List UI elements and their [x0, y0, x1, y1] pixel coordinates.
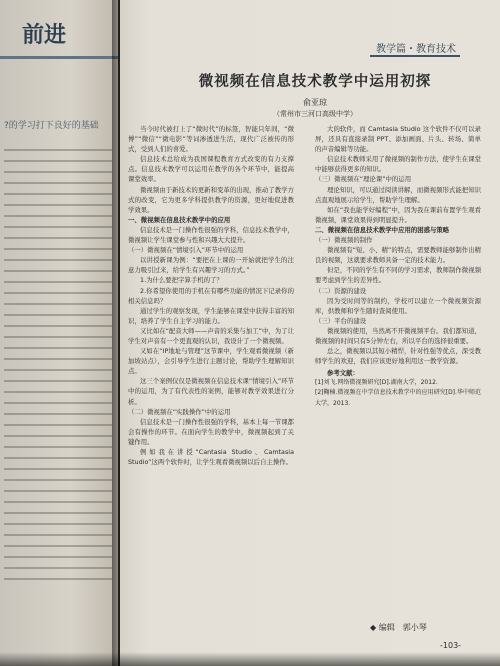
paragraph: 2.你希望你使用的手机在有哪些功能的情况下记录你的相关信息吗？: [128, 286, 294, 305]
section-heading: （二）资源的建设: [315, 286, 367, 295]
paragraph: 当今时代被打上了“微时代”的标签，智能只年间，“微博”“微信”“微电影”等词渗透进生活，现代广泛被传的形式，受到人们的喜爱。: [128, 125, 294, 154]
page-number: -103-: [440, 641, 462, 650]
paragraph: 微视频的使用，当然离不开微视频平台。我们都知道，微视频的时间只有5分钟左右，所以平台的选择很重要。: [315, 326, 481, 345]
text-column-left: [128, 124, 294, 467]
paragraph: 通过学生的观察发现，学生能够在课堂中获得丰富的知识，培养了学生自主学习的能力。: [128, 306, 294, 325]
left-page-header-rule: [0, 56, 118, 59]
section-heading: 一、微视频在信息技术教学中的应用: [128, 215, 231, 224]
section-heading: （三）微视频在“理论课”中的运用: [315, 175, 412, 184]
paragraph: 以讲授新课为例：“要把在上课的一开始就把学生的注意力吸引过来，给学生有兴趣学习的方式。”: [128, 256, 294, 275]
paragraph: 理论知识，可以通过阅读讲解，而微视频形式能把知识点直观地展示给学生，帮助学生理解。: [315, 185, 481, 204]
left-page-text-lines: [4, 140, 112, 589]
section-heading: （三）平台的建设: [315, 316, 367, 325]
paragraph: 信息技术教师采用了微视频的制作方法，使学生在课堂中能够获得更多的知识。: [315, 155, 481, 174]
paragraph: 但是，不同的学生有不同的学习需求，教师制作微视频要考虑到学生的差异性。: [315, 266, 481, 285]
section-heading: （一）微视频在“情境引入”环节中的运用: [128, 246, 244, 255]
editor-credit: ◆ 编辑 郭小琴: [370, 623, 427, 632]
paragraph: 因为受时间等的制约，学校可以建立一个微视频资源库，供教师和学生随时查阅使用。: [315, 296, 481, 315]
paragraph: 总之，微视频以其短小精悍，针对性强等优点，深受教师学生的欢迎，我们应该更好地利用这一教学资源。: [315, 347, 481, 366]
bottom-shadow: [0, 652, 500, 666]
reference-item: [2]鞠楠.微视频在中学信息技术教学中的应用研究[D].华中师范大学，2013.: [315, 389, 481, 407]
article-affiliation: （常州市三河口高级中学）: [273, 110, 357, 118]
paragraph: 这三个案例仅仅是微视频在信息技术课“情境引入”环节中的运用，为了有代表性的案例，能够对教学效果进行分析。: [128, 377, 294, 406]
article-author: 俞亚琼: [303, 98, 327, 107]
article-page: [120, 0, 500, 666]
text-column-right: [315, 124, 481, 409]
section-heading: 二、微视频在信息技术教学中应用的困惑与策略: [315, 225, 450, 234]
left-page-header: [0, 22, 118, 48]
section-heading: （一）微视频的制作: [315, 236, 373, 245]
paragraph: 如在“我也能学好编程”中，因为我在课前布置学生观看微视频，课堂效果得到明显提升。: [315, 205, 481, 224]
paragraph: 信息技术是一门操作性很强的学科，基本上每一节课都会有操作的环节。在面向学生的教学中，微视频起到了关键作用。: [128, 417, 294, 446]
section-heading: （二）微视频在“实践操作”中的运用: [128, 407, 231, 416]
paragraph: 例如我在讲授“Cantasia Studio、Camtasia Studio”这两个软件时，让学生观看微视频以后自主操作。: [128, 448, 294, 467]
paragraph: 信息技术总给成为我国课程教育方式改变的有力支撑点。信息技术教学可以运用在教学的各个环节中，能提高课堂效率。: [128, 155, 294, 184]
left-page-header-text: 前进: [22, 22, 67, 48]
paragraph: 又如在“IP地址与管理”这节课中，学生观看微视频（新加坡站点），会引导学生进行主题讨论，帮助学生理解知识点。: [128, 347, 294, 376]
left-page-text: ?的学习打下良好的基础: [4, 121, 99, 131]
paragraph: 又比如在“配音大师——声音的采集与加工”中，为了让学生对声音有一个更直观的认识，我设计了一个微视频。: [128, 326, 294, 345]
reference-item: [1]刘飞.网络微视频研究[D].湖南大学，2012.: [315, 379, 438, 387]
paragraph: 信息技术是一门操作性很强的学科，信息技术教学中，微视频让学生课堂参与性和兴趣大大提升。: [128, 225, 294, 245]
article-title: 微视频在信息技术教学中运用初探: [198, 73, 432, 90]
paragraph: 大的软件，而 Camtasia Studio 这个软件不仅可以录屏，还具有直接录制 PPT、添加画面、片头、转场、简单的声音编辑等功能。: [315, 125, 481, 154]
paragraph: 微视频有“短、小、精”的特点，需要教师能够制作出精良的视频，这就要求教师具备一定的技术能力。: [315, 246, 481, 265]
paragraph: 1.为什么要把字算手机的了？: [140, 276, 223, 285]
left-facing-page: [0, 0, 118, 666]
paragraph: 微视频由于新技术的更新和变革的出现，推动了教学方式的改变，它为更多学科提供教学的资源，更好地促进教学效果。: [128, 185, 294, 214]
section-rule: [370, 55, 460, 57]
references-heading: 参考文献：: [327, 369, 359, 378]
section-tag: 教学篇・教育技术: [376, 44, 456, 55]
